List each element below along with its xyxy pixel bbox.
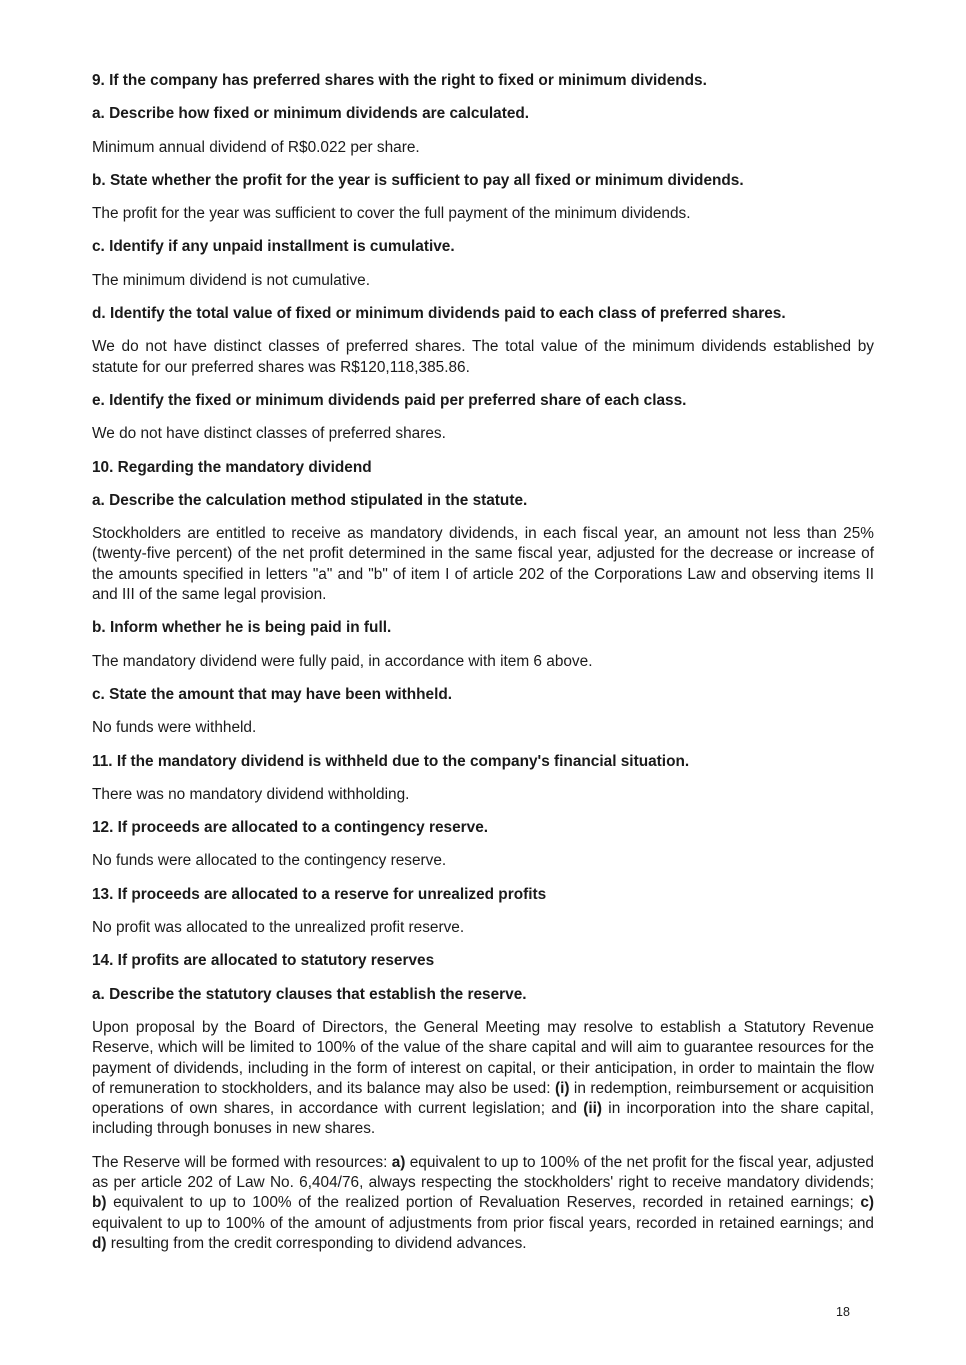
paragraph-9a: Minimum annual dividend of R$0.022 per share. (92, 138, 420, 156)
section-heading-14: 14. If profits are allocated to statutory reserves (92, 952, 435, 970)
bold-marker: (ii) (583, 1100, 603, 1118)
subheading-10c: c. State the amount that may have been withheld. (92, 685, 453, 703)
subheading-9d: d. Identify the total value of fixed or minimum dividends paid to each class of preferred shares. (92, 305, 786, 323)
text-run: The Reserve will be formed with resources: (92, 1153, 392, 1171)
paragraph-9d: We do not have distinct classes of preferred shares. The total value of the minimum dividends established by statute for our preferred shares was R$120,118,385.86. (92, 338, 874, 376)
text-run: in redemption, reimbursement or acquisition operations of own shares, in accordance with current legislation; and (92, 1079, 874, 1118)
text-run: in incorporation into the share capital, including through bonuses in new shares. (92, 1100, 874, 1138)
section-heading-10: 10. Regarding the mandatory dividend (92, 458, 372, 476)
paragraph-reserve-formation (92, 1153, 874, 1254)
text-run: equivalent to up to 100% of the realized portion of Revaluation Reserves, recorded in retained earnings; (106, 1194, 861, 1212)
text-run: Upon proposal by the Board of Directors, the General Meeting may resolve to establish a Statutory Revenue Reserve, which will be limited to 100% of the value of the share capital and will aim to guarantee resources for the payment of dividends, including in the form of interest on capital, or their anticipation, in order to maintain the flow of remuneration to stockholders, and its balance may also be used: (92, 1018, 874, 1097)
text-run: equivalent to up to 100% of the net profit for the fiscal year, adjusted as per article 202 of Law No. 6,404/76, always respecting the stockholders' right to receive mandatory dividends; (92, 1153, 874, 1191)
bold-marker: a) (391, 1153, 406, 1171)
section-heading-11: 11. If the mandatory dividend is withheld due to the company's financial situation. (92, 752, 690, 770)
paragraph-9e: We do not have distinct classes of preferred shares. (92, 425, 446, 443)
text-run: equivalent to up to 100% of the amount of adjustments from prior fiscal years, recorded in retained earnings; and (92, 1214, 874, 1232)
paragraph-10b: The mandatory dividend were fully paid, in accordance with item 6 above. (92, 652, 593, 670)
section-heading-9: 9. If the company has preferred shares with the right to fixed or minimum dividends. (92, 72, 707, 89)
section-heading-13: 13. If proceeds are allocated to a reserve for unrealized profits (92, 885, 547, 903)
paragraph-9b: The profit for the year was sufficient to cover the full payment of the minimum dividends. (92, 205, 691, 223)
bold-marker: b) (92, 1194, 107, 1212)
subheading-10a: a. Describe the calculation method stipulated in the statute. (92, 491, 528, 509)
section-heading-12: 12. If proceeds are allocated to a contingency reserve. (92, 819, 489, 837)
bold-marker: c) (860, 1194, 874, 1212)
paragraph-statutory-reserve (92, 1018, 874, 1140)
bold-marker: d) (92, 1234, 107, 1252)
paragraph-10c: No funds were withheld. (92, 719, 257, 737)
text-run: resulting from the credit corresponding to dividend advances. (106, 1234, 527, 1252)
paragraph-13: No profit was allocated to the unrealized profit reserve. (92, 919, 465, 937)
subheading-9a: a. Describe how fixed or minimum dividends are calculated. (92, 105, 530, 123)
page-number: 18 (836, 1305, 850, 1319)
document-page (92, 71, 874, 1267)
paragraph-11: There was no mandatory dividend withholding. (92, 785, 410, 803)
bold-marker: (i) (554, 1079, 570, 1097)
subheading-14a: a. Describe the statutory clauses that establish the reserve. (92, 985, 527, 1003)
subheading-10b: b. Inform whether he is being paid in full. (92, 619, 392, 637)
subheading-9e: e. Identify the fixed or minimum dividends paid per preferred share of each class. (92, 391, 687, 409)
paragraph-9c: The minimum dividend is not cumulative. (92, 271, 371, 289)
paragraph-12: No funds were allocated to the contingency reserve. (92, 852, 447, 870)
subheading-9b: b. State whether the profit for the year is sufficient to pay all fixed or minimum dividends. (92, 171, 744, 189)
paragraph-10a: Stockholders are entitled to receive as mandatory dividends, in each fiscal year, an amount not less than 25% (twenty-five percent) of the net profit determined in the same fiscal year, adjusted for the decrease or increase of the amounts specified in letters "a" and "b" of item I of article 202 of the Corporations Law and observing items II and III of the same legal provision. (92, 525, 874, 604)
subheading-9c: c. Identify if any unpaid installment is cumulative. (92, 238, 455, 256)
